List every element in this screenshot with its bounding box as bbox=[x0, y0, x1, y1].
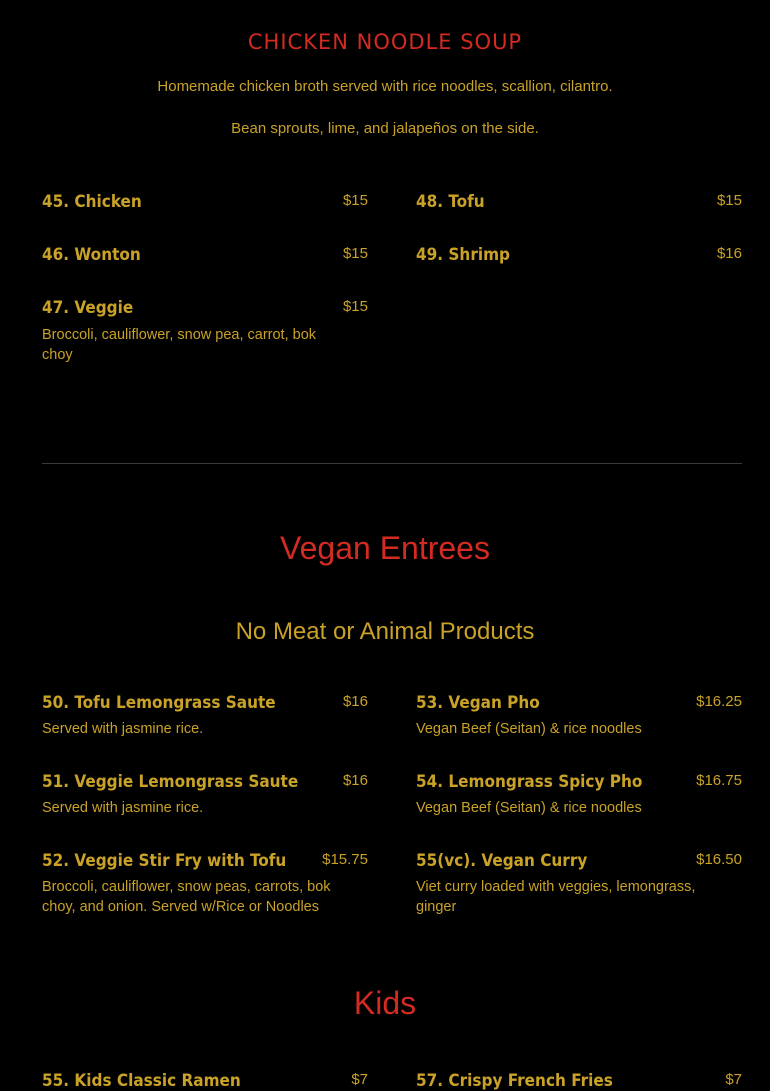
menu-item-price: $15 bbox=[342, 192, 368, 209]
menu-item-price: $7 bbox=[351, 1071, 368, 1088]
menu-item-name[interactable]: 47. Veggie bbox=[42, 298, 134, 318]
menu-item-description: Vegan Beef (Seitan) & rice noodles bbox=[416, 721, 642, 737]
menu-item-name[interactable]: 50. Tofu Lemongrass Saute bbox=[42, 693, 276, 713]
menu-item-description: Broccoli, cauliflower, snow peas, carrots, bok choy, and onion. Served w/Rice or Noodles bbox=[42, 879, 331, 915]
section-divider bbox=[42, 463, 742, 464]
menu-item-price: $16.25 bbox=[696, 693, 742, 710]
menu-item-price: $16 bbox=[342, 693, 368, 710]
menu-item-price: $15 bbox=[716, 192, 742, 209]
menu-item-price: $15 bbox=[342, 245, 368, 262]
menu-item-description: Vegan Beef (Seitan) & rice noodles bbox=[416, 800, 642, 816]
vegan-section-subtitle: No Meat or Animal Products bbox=[235, 618, 535, 645]
menu-item-description: Served with jasmine rice. bbox=[42, 721, 204, 737]
soup-intro-line-1: Homemade chicken broth served with rice noodles, scallion, cilantro. bbox=[157, 78, 613, 95]
menu-item-name[interactable]: 52. Veggie Stir Fry with Tofu bbox=[42, 851, 287, 871]
menu-item-price: $16.50 bbox=[696, 851, 742, 868]
menu-item-description: Broccoli, cauliflower, snow pea, carrot, bok choy bbox=[42, 327, 317, 363]
menu-item-name[interactable]: 54. Lemongrass Spicy Pho bbox=[416, 772, 643, 792]
menu-item-name[interactable]: 51. Veggie Lemongrass Saute bbox=[42, 772, 299, 792]
menu-item-name[interactable]: 57. Crispy French Fries bbox=[416, 1071, 613, 1091]
menu-item-price: $16 bbox=[342, 772, 368, 789]
menu-item-price: $16 bbox=[716, 245, 742, 262]
menu-item-name[interactable]: 55(vc). Vegan Curry bbox=[416, 851, 588, 871]
menu-item-price: $7 bbox=[725, 1071, 742, 1088]
menu-item-name[interactable]: 45. Chicken bbox=[42, 192, 142, 212]
menu-item-price: $16.75 bbox=[696, 772, 742, 789]
menu-item-name[interactable]: 46. Wonton bbox=[42, 245, 141, 265]
menu-item-name[interactable]: 55. Kids Classic Ramen bbox=[42, 1071, 241, 1091]
menu-item-description: Served with jasmine rice. bbox=[42, 800, 204, 816]
menu-item-description: Viet curry loaded with veggies, lemongrass, ginger bbox=[416, 879, 696, 915]
menu-item-price: $15.75 bbox=[322, 851, 368, 868]
soup-intro-line-2: Bean sprouts, lime, and jalapeños on the side. bbox=[231, 120, 539, 137]
soup-section-title: CHICKEN NOODLE SOUP bbox=[247, 30, 523, 54]
kids-section-title: Kids bbox=[353, 985, 417, 1021]
menu-item-price: $15 bbox=[342, 298, 368, 315]
menu-item-name[interactable]: 49. Shrimp bbox=[416, 245, 510, 265]
vegan-section-title: Vegan Entrees bbox=[280, 530, 490, 566]
menu-item-name[interactable]: 53. Vegan Pho bbox=[416, 693, 540, 713]
menu-item-name[interactable]: 48. Tofu bbox=[416, 192, 485, 212]
